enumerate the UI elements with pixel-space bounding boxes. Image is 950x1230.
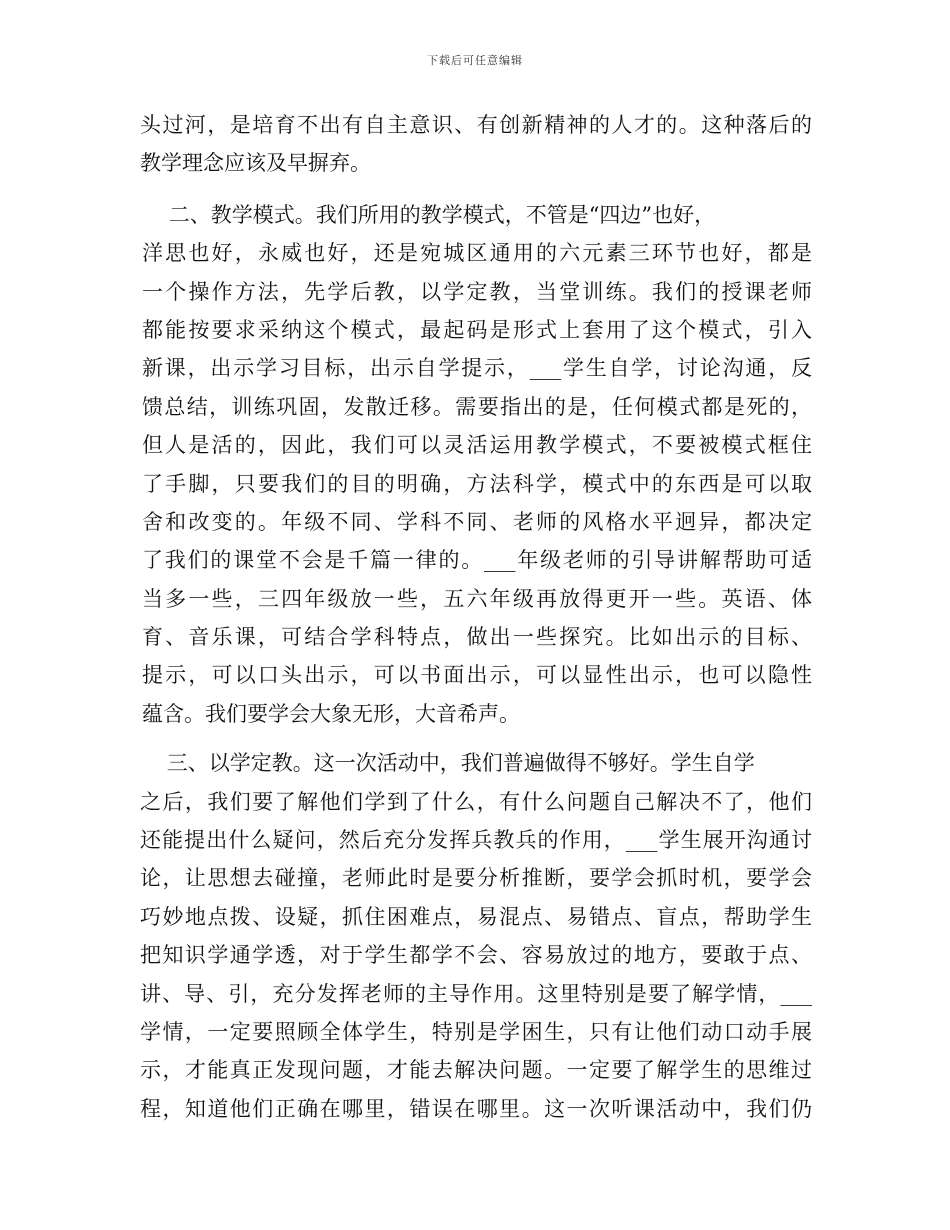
text-line: 教学理念应该及早摒弃。 [140, 151, 371, 176]
text-line: 都能按要求采纳这个模式，最起码是形式上套用了这个模式，引入 [142, 317, 812, 342]
text-line: 之后，我们要了解他们学到了什么，有什么问题自己解决不了，他们 [140, 789, 812, 814]
text-line: 当多一些，三四年级放一些，五六年级再放得更开一些。英语、体 [142, 586, 812, 611]
text-line: 新课，出示学习目标，出示自学提示，___学生自学，讨论沟通，反 [142, 356, 812, 381]
text-line: 了手脚，只要我们的目的明确，方法科学，模式中的东西是可以取 [142, 471, 812, 496]
document-body [140, 106, 812, 1128]
paragraph-3 [140, 744, 812, 1128]
page-header: 下载后可任意编辑 [427, 54, 523, 67]
text-line: 论，让思想去碰撞，老师此时是要分析推断，要学会抓时机，要学会 [140, 866, 812, 891]
text-line: 把知识学通学透，对于学生都学不会、容易放过的地方，要敢于点、 [140, 943, 812, 968]
text-line: 三、以学定教。这一次活动中，我们普遍做得不够好。学生自学 [140, 751, 755, 776]
text-line: 学情，一定要照顾全体学生，特别是学困生，只有让他们动口动手展 [140, 1019, 812, 1044]
text-line: 还能提出什么疑问，然后充分发挥兵教兵的作用，___学生展开沟通讨 [140, 828, 812, 853]
text-line: 洋思也好，永威也好，还是宛城区通用的六元素三环节也好，都是 [142, 241, 812, 266]
text-line: 讲、导、引，充分发挥老师的主导作用。这里特别是要了解学情，___ [140, 981, 812, 1006]
text-line: 馈总结，训练巩固，发散迁移。需要指出的是，任何模式都是死的， [142, 394, 812, 419]
text-line: 提示，可以口头出示，可以书面出示，可以显性出示，也可以隐性 [142, 663, 812, 688]
text-line: 一个操作方法，先学后教，以学定教，当堂训练。我们的授课老师 [142, 279, 812, 304]
text-line: 程，知道他们正确在哪里，错误在哪里。这一次听课活动中，我们仍 [140, 1096, 812, 1121]
text-line: 但人是活的，因此，我们可以灵活运用教学模式，不要被模式框住 [142, 433, 812, 458]
text-line: 示，才能真正发现问题，才能去解决问题。一定要了解学生的思维过 [140, 1058, 812, 1083]
text-line: 舍和改变的。年级不同、学科不同、老师的风格水平迥异，都决定 [142, 509, 812, 534]
text-line: 蕴含。我们要学会大象无形，大音希声。 [142, 701, 520, 726]
text-line: 二、教学模式。我们所用的教学模式，不管是“四边”也好， [142, 202, 716, 227]
text-line: 头过河，是培育不出有自主意识、有创新精神的人才的。这种落后的 [140, 113, 812, 137]
paragraph-1 [140, 106, 812, 183]
text-line: 了我们的课堂不会是千篇一律的。___年级老师的引导讲解帮助可适 [142, 548, 812, 573]
text-line: 巧妙地点拨、设疑，抓住困难点，易混点、易错点、盲点，帮助学生 [140, 904, 812, 929]
paragraph-2 [140, 196, 812, 733]
text-line: 育、音乐课，可结合学科特点，做出一些探究。比如出示的目标、 [142, 625, 812, 650]
